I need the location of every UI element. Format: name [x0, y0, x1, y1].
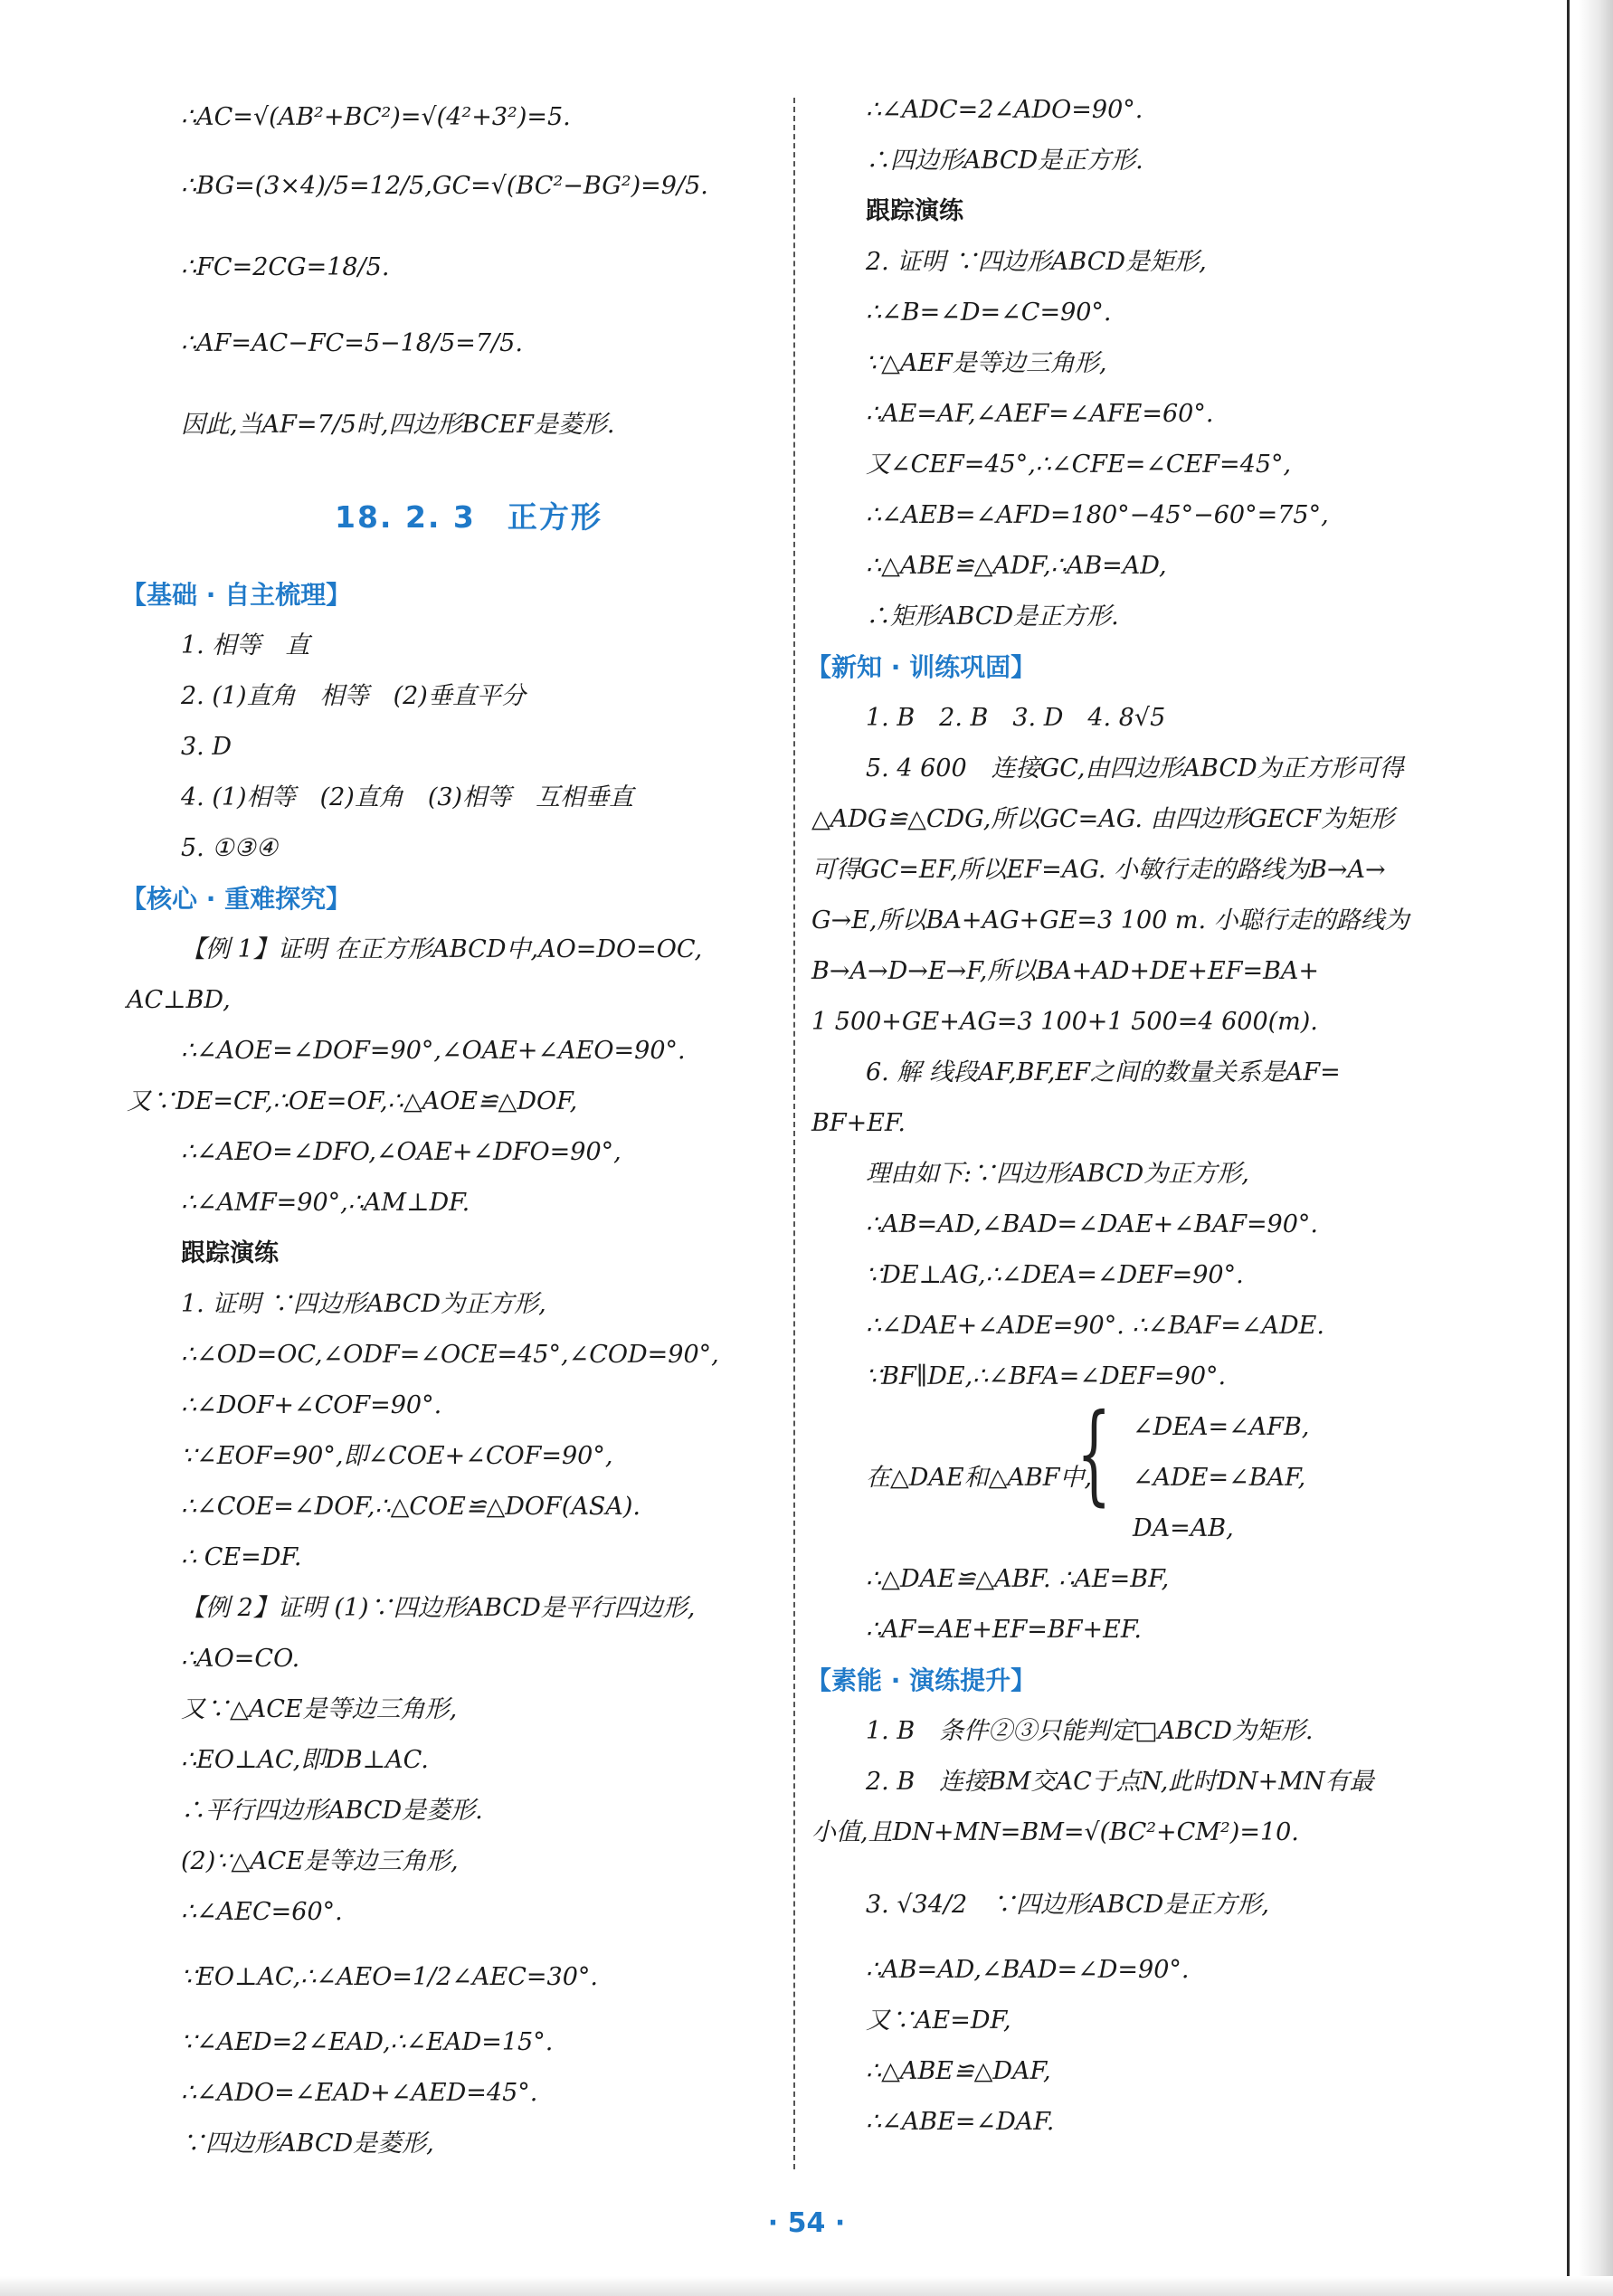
- scan-edge-line: [1567, 0, 1570, 2296]
- track-line: ∴矩形ABCD是正方形.: [866, 602, 1119, 631]
- answer-line: ∵BF∥DE,∴∠BFA=∠DEF=90°.: [866, 1362, 1227, 1390]
- column-divider: [793, 98, 795, 2169]
- text-line: ∴BG=(3×4)/5=12/5,GC=√(BC²−BG²)=9/5.: [181, 172, 708, 200]
- example-line: ∴∠AEC=60°.: [181, 1898, 343, 1926]
- example-line: ∴AO=CO.: [181, 1645, 300, 1673]
- track-line: ∴∠OD=OC,∠ODF=∠OCE=45°,∠COD=90°,: [181, 1341, 719, 1369]
- section-tag-basics: 【基础 · 自主梳理】: [121, 580, 352, 610]
- system-line: DA=AB,: [1133, 1514, 1234, 1542]
- section-title: 18. 2. 3 正方形: [335, 499, 603, 535]
- example-line: (2)∵△ACE是等边三角形,: [181, 1847, 459, 1875]
- track-line: ∵△AEF是等边三角形,: [866, 349, 1107, 377]
- track-line: 2. 证明 ∵四边形ABCD是矩形,: [866, 248, 1207, 276]
- scan-shadow-right: [1579, 0, 1613, 2296]
- text-line: ∴∠ADC=2∠ADO=90°.: [866, 96, 1143, 124]
- example-line: 【例 2】证明 (1)∵四边形ABCD是平行四边形,: [181, 1594, 696, 1622]
- example-line: ∵四边形ABCD是菱形,: [181, 2130, 434, 2158]
- page-number: · 54 ·: [767, 2207, 846, 2239]
- answer-line: ∴∠DAE+∠ADE=90°. ∴∠BAF=∠ADE.: [866, 1312, 1324, 1340]
- example-line: ∴∠AMF=90°,∴AM⊥DF.: [181, 1189, 470, 1217]
- text-line: ∴四边形ABCD是正方形.: [866, 147, 1143, 175]
- track-line: ∴∠AEB=∠AFD=180°−45°−60°=75°,: [866, 501, 1329, 529]
- answer-line: 3. D: [181, 733, 232, 761]
- example-line: ∴∠ADO=∠EAD+∠AED=45°.: [181, 2079, 538, 2107]
- example-line: ∵EO⊥AC,∴∠AEO=1/2∠AEC=30°.: [181, 1963, 598, 1991]
- example-line: ∵∠AED=2∠EAD,∴∠EAD=15°.: [181, 2028, 554, 2056]
- text-line: 因此,当AF=7/5时,四边形BCEF是菱形.: [181, 411, 615, 439]
- example-line: 【例 1】证明 在正方形ABCD中,AO=DO=OC,: [181, 935, 703, 963]
- example-line: ∴∠AOE=∠DOF=90°,∠OAE+∠AEO=90°.: [181, 1037, 686, 1065]
- track-line: ∴△ABE≌△ADF,∴AB=AD,: [866, 552, 1167, 580]
- example-line: AC⊥BD,: [127, 986, 231, 1014]
- answer-line: 1. B 2. B 3. D 4. 8√5: [866, 704, 1166, 732]
- answer-line: 6. 解 线段AF,BF,EF之间的数量关系是AF=: [866, 1058, 1341, 1086]
- track-title: 跟踪演练: [866, 197, 963, 225]
- answer-line: ∵DE⊥AG,∴∠DEA=∠DEF=90°.: [866, 1261, 1244, 1289]
- answer-line: 3. √34/2 ∵四边形ABCD是正方形,: [866, 1891, 1269, 1919]
- track-line: ∴∠DOF+∠COF=90°.: [181, 1391, 442, 1419]
- answer-line: G→E,所以BA+AG+GE=3 100 m. 小聪行走的路线为: [811, 906, 1409, 935]
- track-line: 又∠CEF=45°,∴∠CFE=∠CEF=45°,: [866, 451, 1292, 479]
- answer-line: BF+EF.: [811, 1109, 906, 1137]
- track-line: ∴∠COE=∠DOF,∴△COE≌△DOF(ASA).: [181, 1493, 640, 1521]
- answer-line: ∴AF=AE+EF=BF+EF.: [866, 1616, 1142, 1644]
- answer-line: 4. (1)相等 (2)直角 (3)相等 互相垂直: [181, 783, 634, 811]
- system-line: ∠ADE=∠BAF,: [1133, 1464, 1306, 1492]
- example-line: 又∵△ACE是等边三角形,: [181, 1695, 458, 1723]
- scan-shadow-bottom: [0, 2276, 1613, 2296]
- answer-line: B→A→D→E→F,所以BA+AD+DE+EF=BA+: [811, 957, 1320, 985]
- track-line: 1. 证明 ∵四边形ABCD为正方形,: [181, 1290, 546, 1318]
- text-line: ∴AC=√(AB²+BC²)=√(4²+3²)=5.: [181, 103, 571, 131]
- system-brace: {: [1077, 1391, 1112, 1517]
- example-line: ∴平行四边形ABCD是菱形.: [181, 1797, 483, 1825]
- answer-line: 可得GC=EF,所以EF=AG. 小敏行走的路线为B→A→: [811, 856, 1386, 884]
- text-line: ∴AF=AC−FC=5−18/5=7/5.: [181, 329, 523, 357]
- answer-line: 理由如下:∵四边形ABCD为正方形,: [866, 1160, 1249, 1188]
- track-line: ∵∠EOF=90°,即∠COE+∠COF=90°,: [181, 1442, 613, 1470]
- answer-line: 2. (1)直角 相等 (2)垂直平分: [181, 682, 526, 710]
- text-line: ∴FC=2CG=18/5.: [181, 253, 390, 281]
- example-line: ∴EO⊥AC,即DB⊥AC.: [181, 1746, 429, 1774]
- system-line: ∠DEA=∠AFB,: [1133, 1413, 1310, 1441]
- answer-line: 5. 4 600 连接GC,由四边形ABCD为正方形可得: [866, 754, 1404, 783]
- answer-line: 又∵AE=DF,: [866, 2007, 1011, 2035]
- answer-line: ∴∠ABE=∠DAF.: [866, 2108, 1055, 2136]
- answer-line: ∴△DAE≌△ABF. ∴AE=BF,: [866, 1565, 1170, 1593]
- track-title: 跟踪演练: [181, 1239, 279, 1267]
- answer-line: ∴AB=AD,∠BAD=∠D=90°.: [866, 1956, 1190, 1984]
- track-line: ∴AE=AF,∠AEF=∠AFE=60°.: [866, 400, 1214, 428]
- answer-line: ∴AB=AD,∠BAD=∠DAE+∠BAF=90°.: [866, 1210, 1319, 1238]
- answer-line: 小值,且DN+MN=BM=√(BC²+CM²)=10.: [811, 1818, 1299, 1846]
- answer-line: 1. B 条件②③只能判定□ABCD为矩形.: [866, 1717, 1314, 1745]
- answer-line: △ADG≌△CDG,所以GC=AG. 由四边形GECF为矩形: [811, 805, 1395, 833]
- example-line: 又∵DE=CF,∴OE=OF,∴△AOE≌△DOF,: [127, 1087, 578, 1115]
- answer-line: ∴△ABE≌△DAF,: [866, 2057, 1051, 2085]
- section-tag-core: 【核心 · 重难探究】: [121, 884, 352, 914]
- answer-line: 2. B 连接BM交AC于点N,此时DN+MN有最: [866, 1768, 1374, 1796]
- track-line: ∴ CE=DF.: [181, 1543, 302, 1571]
- answer-line: 5. ①③④: [181, 834, 278, 862]
- section-tag-training: 【新知 · 训练巩固】: [806, 652, 1037, 682]
- section-tag-advance: 【素能 · 演练提升】: [806, 1665, 1037, 1695]
- track-line: ∴∠B=∠D=∠C=90°.: [866, 299, 1112, 327]
- example-line: ∴∠AEO=∠DFO,∠OAE+∠DFO=90°,: [181, 1138, 621, 1166]
- system-prefix: 在△DAE和△ABF中,: [866, 1464, 1093, 1492]
- answer-line: 1 500+GE+AG=3 100+1 500=4 600(m).: [811, 1008, 1318, 1036]
- answer-line: 1. 相等 直: [181, 631, 310, 659]
